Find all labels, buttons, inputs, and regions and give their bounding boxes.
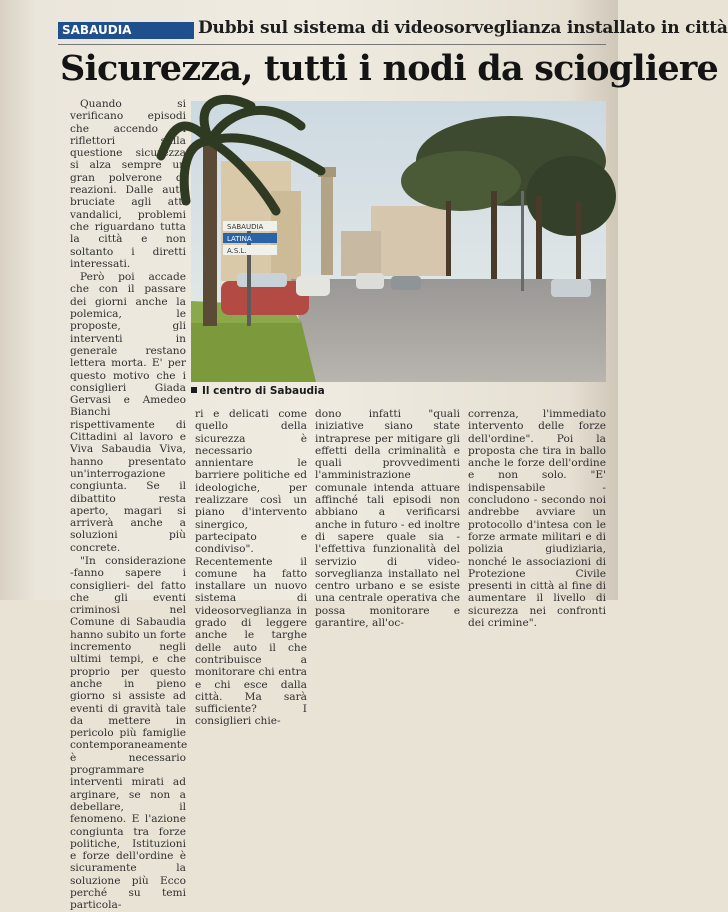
paragraph: "In considerazione -fanno sapere i consiglieri- del fatto che gli eventi criminosi nel Comune di Sabaudia hanno subito un forte incremento negli ultimi tempi, e che proprio per questo anche in pieno giorno si assiste ad eventi di gravità tale da mettere in pericolo più famiglie contemporaneamente è necessario programmare interventi mirati ad arginare, se non a debellare, il fenomeno. E l'azione congiunta tra forze politiche, Istituzioni e forze dell'ordine è sicuramente la soluzione più Ecco perché su temi particola- xyxy=(70,554,188,912)
paragraph: ri e delicati come quello della sicurezza è necessario annientare le barriere politiche ed ideologiche, per realizzare così un piano d'intervento sinergico, partecipato e condiviso". Recentemente il comune ha fatto installare un nuovo sistema di videosorveglianza in grado di leggere anche le targhe delle auto il che contribuisce a monitorare chi entra e chi esce dalla città. Ma sarà sufficiente? I consiglieri chie- xyxy=(195,408,307,728)
paragraph: Però poi accade che con il passare dei giorni anche la polemica, le proposte, gli interventi in generale restano lettera morta. E' per questo motivo che i consiglieri Giada Gervasi e Amedeo Bianchi rispettivamente di Cittadini al lavoro e Viva Sabaudia Viva, hanno presentato un'interrogazione congiunta. Se il dibattito resta aperto, magari si arriverà anche a soluzioni più concrete. xyxy=(70,271,186,554)
section-tag: SABAUDIA xyxy=(58,22,194,39)
article-column-3 xyxy=(315,408,460,630)
paragraph: dono infatti "quali iniziative siano state intraprese per mitigare gli effetti della criminalità e quali provvedimenti l'amministrazione comunale intenda attuare affinché tali episodi non abbiano a verificarsi anche in futuro - ed inoltre di sapere quale sia - l'effettiva funzionalità del servizio di video-sorveglianza installato nel centro urbano e se esiste una centrale operativa che possa monitorare e garantire, all'oc- xyxy=(315,408,460,630)
headline: Sicurezza, tutti i nodi da sciogliere xyxy=(60,48,718,89)
street-photo xyxy=(191,101,606,382)
article-column-1 xyxy=(70,98,188,912)
kicker: Dubbi sul sistema di videosorveglianza installato in città xyxy=(198,18,728,38)
divider xyxy=(58,44,606,45)
paragraph: correnza, l'immediato intervento delle forze dell'ordine". Poi la proposta che tira in ballo anche le forze dell'ordine e non solo. "E' indispensabile - concludono - secondo noi andrebbe avviare un protocollo d'intesa con le forze armate militari e di polizia giudiziaria, nonché le associazioni di Protezione Civile presenti in città al fine di aumentare il livello di sicurezza nei confronti dei crimine". xyxy=(468,408,606,630)
article-column-2 xyxy=(195,408,307,728)
caption-bullet-icon xyxy=(191,387,197,393)
sign-text: LATINA xyxy=(227,235,252,243)
sign-text: A.S.L. xyxy=(227,247,247,255)
caption-text: Il centro di Sabaudia xyxy=(202,385,325,397)
paragraph: Quando si verificano episodi che accendo i riflettori sulla questione sicurezza si alza sempre un gran polverone di reazioni. Dalle auto bruciate agli atti vandalici, problemi che riguardano tutta la città e non soltanto i diretti interessati. xyxy=(70,98,186,270)
photo-caption xyxy=(191,385,325,397)
sign-text: SABAUDIA xyxy=(227,223,264,231)
article-column-4 xyxy=(468,408,606,630)
